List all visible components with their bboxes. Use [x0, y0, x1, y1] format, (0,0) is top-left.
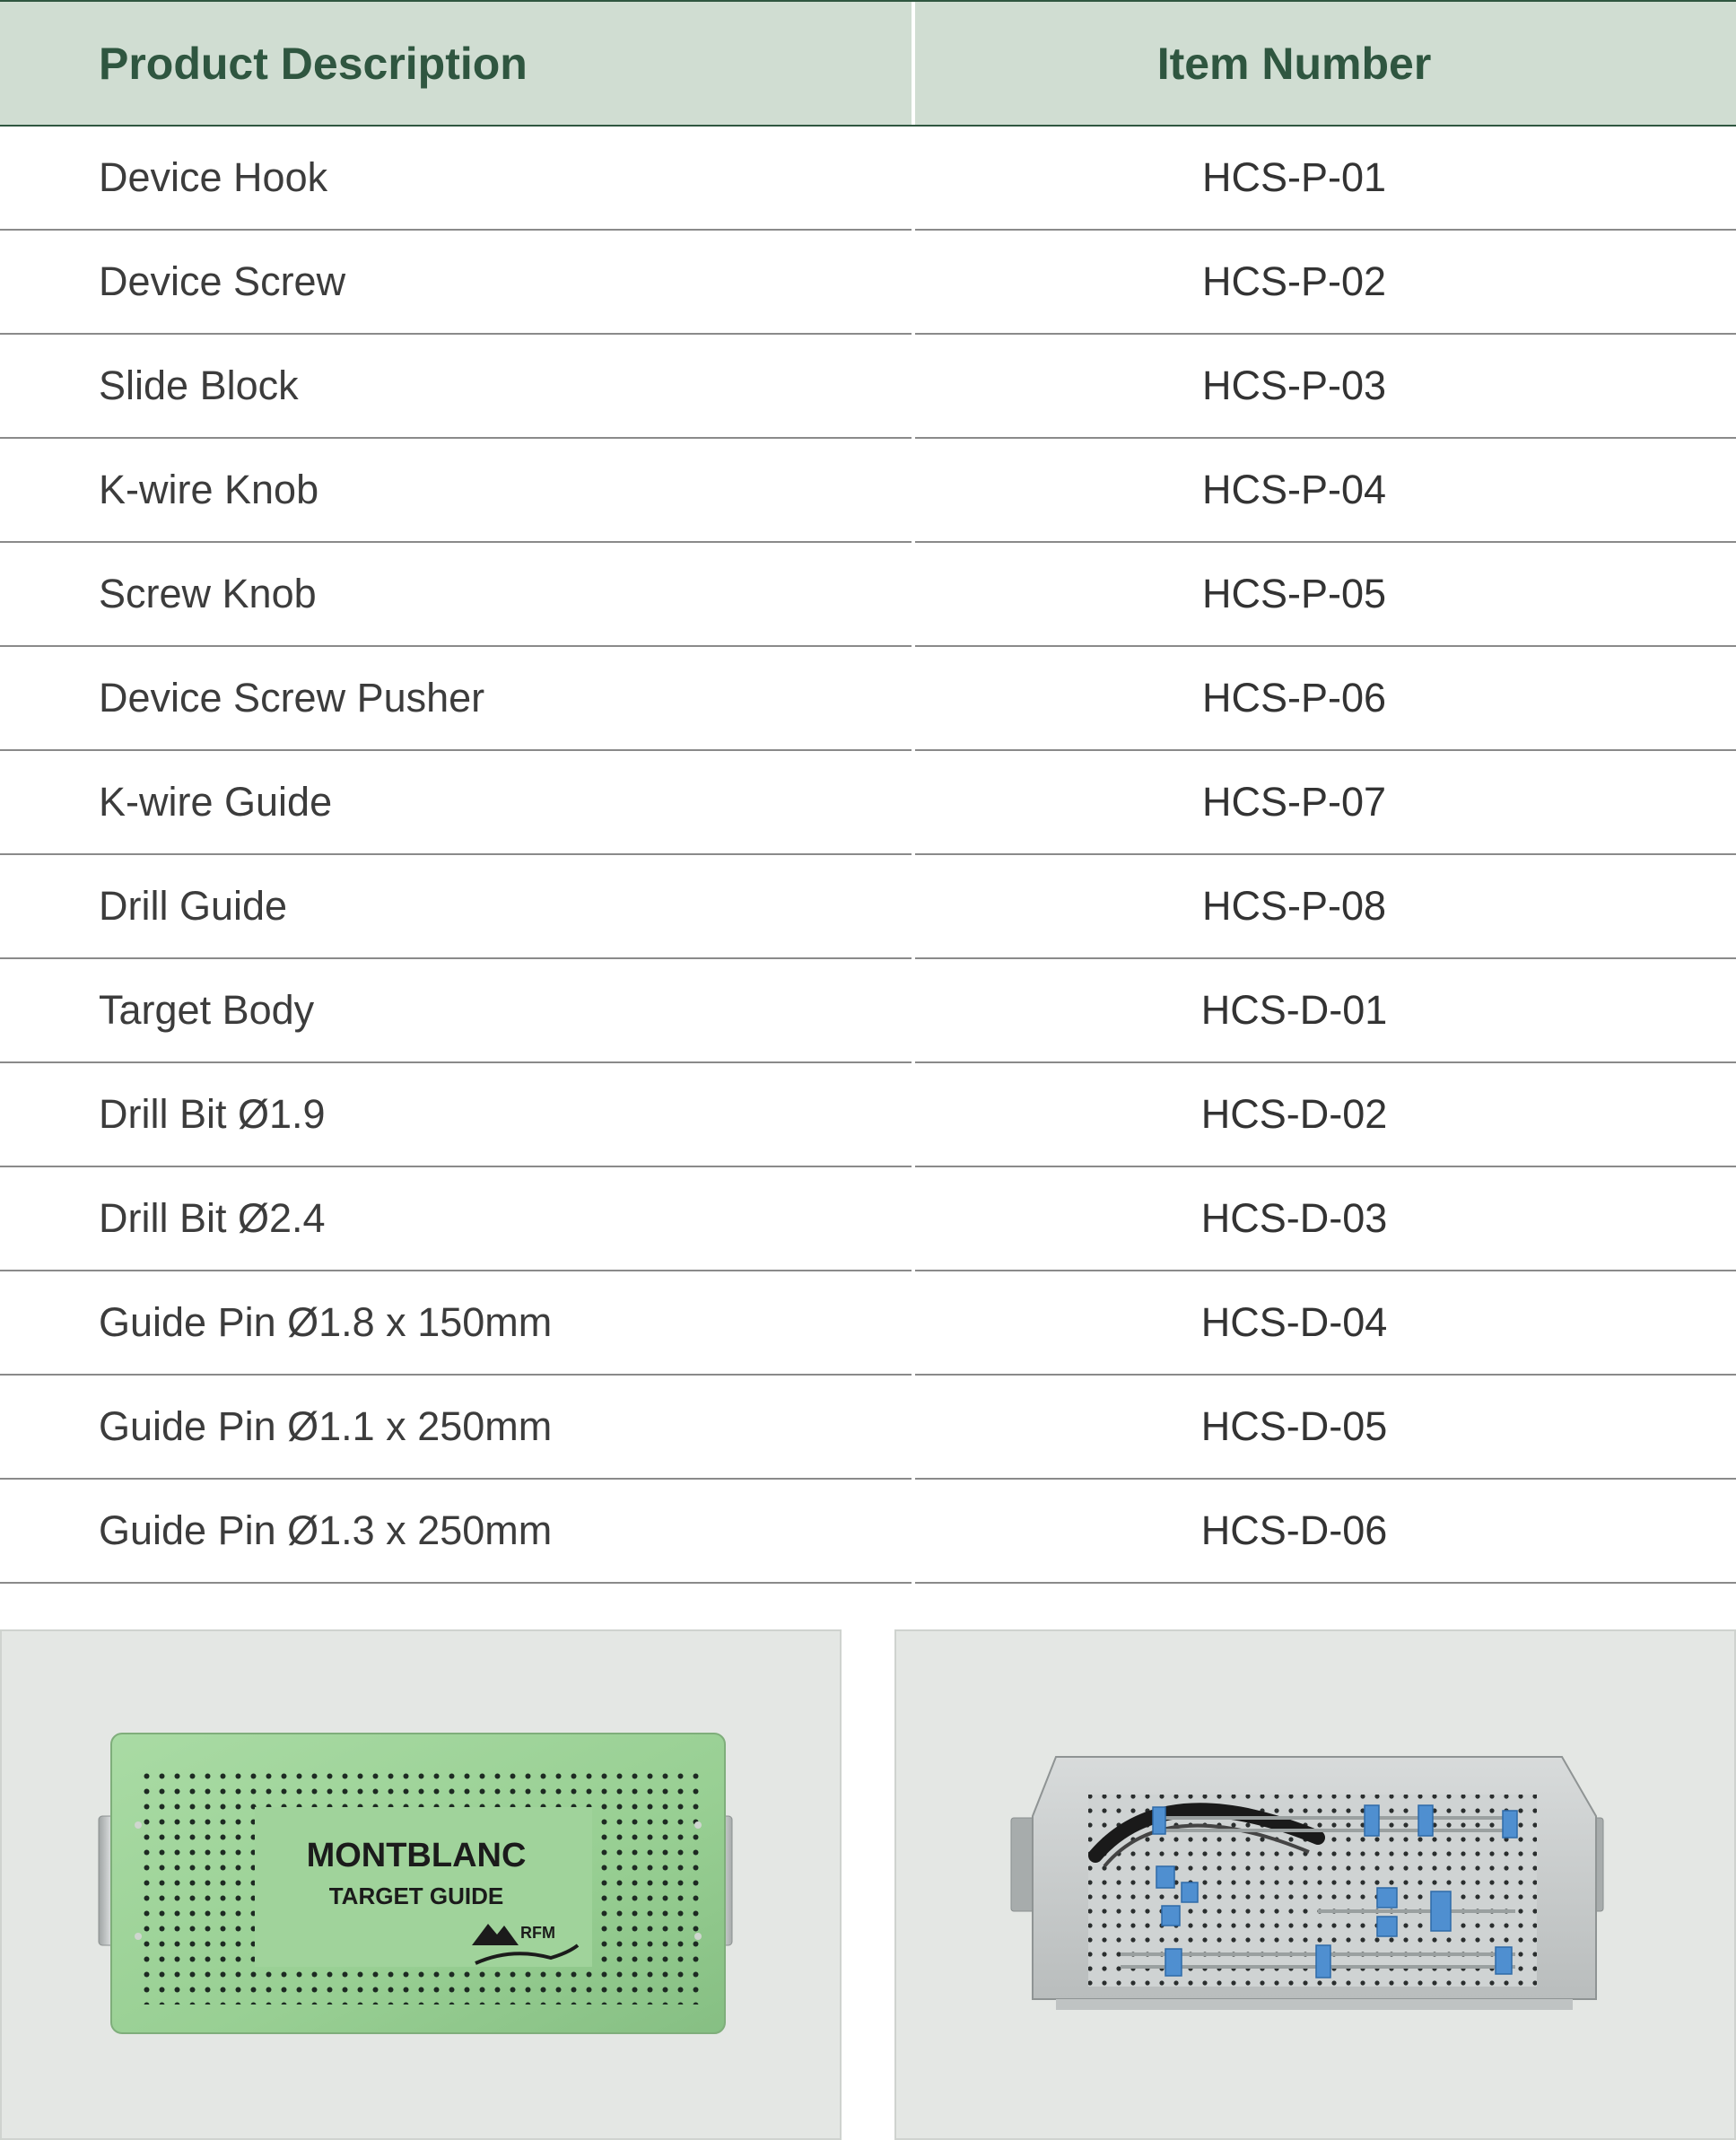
closed-case-illustration [2, 1631, 840, 2138]
table-row [0, 855, 1736, 959]
row-description: Device Screw Pusher [99, 675, 485, 721]
table-row [0, 1063, 1736, 1167]
row-item-number-cell [915, 1063, 1736, 1167]
row-description-cell [0, 543, 912, 647]
svg-text:RFM: RFM [520, 1924, 555, 1942]
lid-brand-text: MONTBLANC [306, 1837, 527, 1874]
row-item-number: HCS-P-02 [1201, 258, 1387, 304]
row-item-number-cell [915, 335, 1736, 439]
row-item-number-cell [915, 1376, 1736, 1480]
lid-product-text: TARGET GUIDE [328, 1882, 504, 1909]
header-cell-description [0, 2, 912, 125]
table-row [0, 1376, 1736, 1480]
header-description-label: Product Description [99, 38, 528, 89]
row-description-cell [0, 855, 912, 959]
row-description: Drill Bit Ø2.4 [99, 1195, 326, 1241]
row-item-number: HCS-P-08 [1201, 883, 1387, 929]
table-row [0, 127, 1736, 231]
header-cell-item-number [915, 2, 1736, 125]
row-description: Drill Bit Ø1.9 [99, 1091, 326, 1137]
row-description-cell [0, 439, 912, 543]
table-row [0, 647, 1736, 751]
row-item-number: HCS-P-03 [1201, 362, 1387, 408]
table-row [0, 231, 1736, 335]
table-body [0, 127, 1736, 1584]
row-description-cell [0, 1271, 912, 1376]
row-item-number: HCS-D-06 [1200, 1507, 1388, 1553]
row-description-cell [0, 335, 912, 439]
closed-case-photo [0, 1629, 842, 2140]
row-item-number-cell [915, 439, 1736, 543]
header-item-number-label: Item Number [1156, 38, 1432, 89]
open-case-illustration [896, 1631, 1734, 2138]
row-item-number: HCS-D-02 [1200, 1091, 1388, 1137]
table-header [0, 0, 1736, 127]
row-item-number: HCS-P-05 [1201, 571, 1387, 616]
row-description: Slide Block [99, 362, 299, 408]
row-item-number-cell [915, 959, 1736, 1063]
row-description: Device Screw [99, 258, 346, 304]
table-row [0, 1167, 1736, 1271]
row-description: Guide Pin Ø1.3 x 250mm [99, 1507, 553, 1553]
table-row [0, 1480, 1736, 1584]
row-description-cell [0, 647, 912, 751]
row-description-cell [0, 959, 912, 1063]
row-description-cell [0, 231, 912, 335]
row-description-cell [0, 751, 912, 855]
row-item-number-cell [915, 1271, 1736, 1376]
row-description: Guide Pin Ø1.1 x 250mm [99, 1403, 553, 1449]
row-item-number-cell [915, 1167, 1736, 1271]
open-case-photo [894, 1629, 1736, 2140]
row-item-number-cell [915, 231, 1736, 335]
row-item-number: HCS-D-03 [1200, 1195, 1388, 1241]
row-item-number: HCS-D-05 [1200, 1403, 1388, 1449]
table-row [0, 543, 1736, 647]
row-description-cell [0, 1167, 912, 1271]
row-item-number-cell [915, 751, 1736, 855]
row-description: Device Hook [99, 154, 328, 200]
table-row [0, 959, 1736, 1063]
row-description-cell [0, 1480, 912, 1584]
row-item-number: HCS-P-04 [1201, 467, 1387, 512]
table-row [0, 751, 1736, 855]
row-description: K-wire Guide [99, 779, 333, 825]
table-row [0, 335, 1736, 439]
row-description: Guide Pin Ø1.8 x 150mm [99, 1299, 553, 1345]
row-item-number-cell [915, 855, 1736, 959]
table-row [0, 439, 1736, 543]
row-item-number: HCS-D-04 [1200, 1299, 1388, 1345]
row-description-cell [0, 1063, 912, 1167]
row-item-number-cell [915, 127, 1736, 231]
row-description: Target Body [99, 987, 315, 1033]
table-row [0, 1271, 1736, 1376]
row-description-cell [0, 1376, 912, 1480]
row-description: Screw Knob [99, 571, 317, 616]
row-description: K-wire Knob [99, 467, 319, 512]
row-item-number-cell [915, 1480, 1736, 1584]
row-item-number-cell [915, 543, 1736, 647]
row-description: Drill Guide [99, 883, 288, 929]
row-item-number-cell [915, 647, 1736, 751]
row-item-number: HCS-P-01 [1201, 154, 1387, 200]
row-item-number: HCS-D-01 [1200, 987, 1388, 1033]
row-item-number: HCS-P-07 [1201, 779, 1387, 825]
row-description-cell [0, 127, 912, 231]
row-item-number: HCS-P-06 [1201, 675, 1387, 721]
